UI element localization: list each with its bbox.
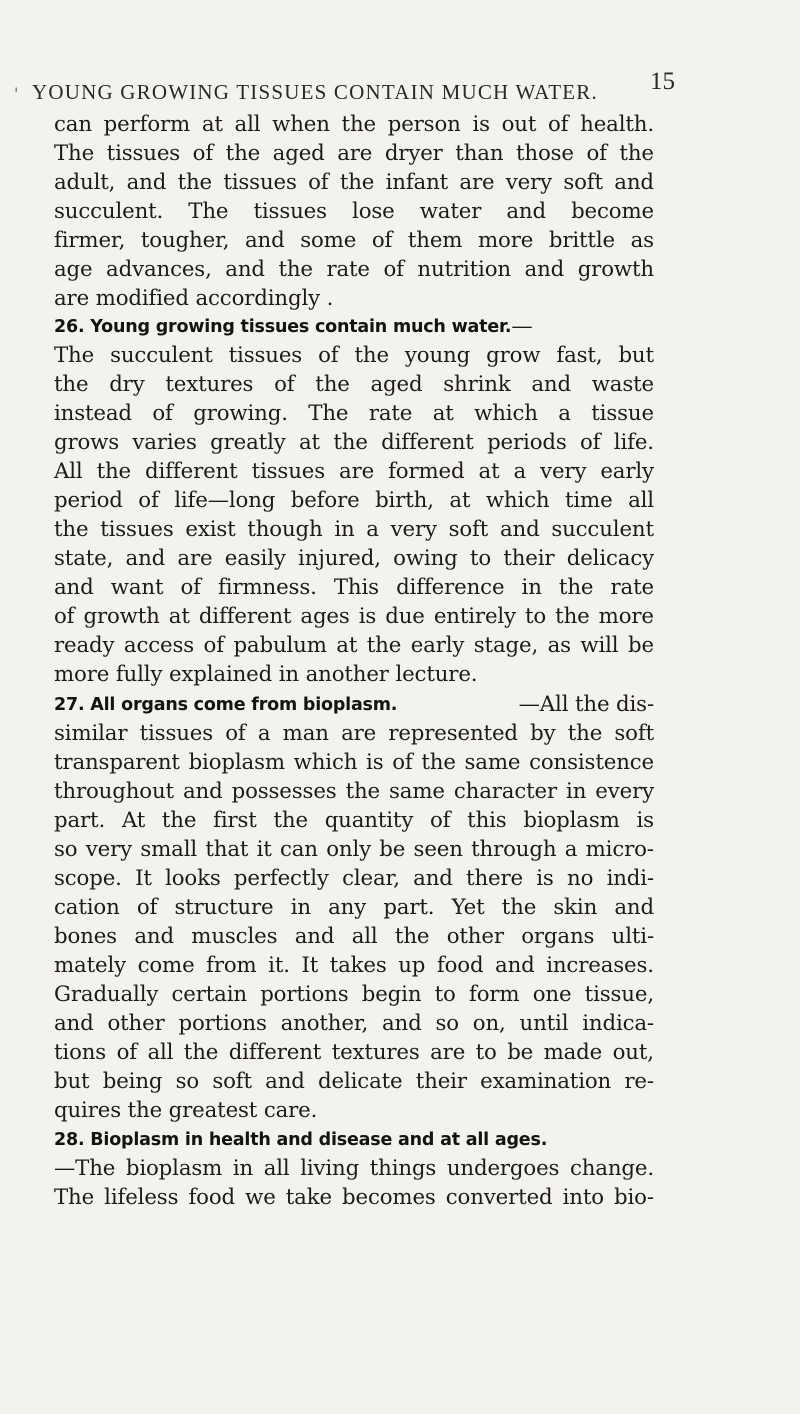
text-line: instead of growing. The rate at which a tissue [54,401,654,426]
running-head: YOUNG GROWING TISSUES CONTAIN MUCH WATER. [32,80,598,104]
text-line: so very small that it can only be seen through a micro- [54,837,654,862]
text-line: throughout and possesses the same character in every [54,779,654,804]
text-line: the dry textures of the aged shrink and waste [54,372,654,397]
margin-mark: ' [14,84,19,103]
text-line: and want of firmness. This difference in the rate [54,575,654,600]
section-lead-text: —All the dis- [518,692,654,717]
text-line: mately come from it. It takes up food and increases. [54,953,654,978]
page-header [14,68,675,110]
text-line: The succulent tissues of the young grow fast, but [54,343,654,368]
section-heading-27 [54,690,654,720]
text-line: the tissues exist though in a very soft and succulent [54,517,654,542]
text-line: can perform at all when the person is out of health. [54,112,654,137]
section-dash: — [511,314,533,339]
text-line: bones and muscles and all the other organs ulti- [54,924,654,949]
text-line: grows varies greatly at the different periods of life. [54,430,654,455]
text-line: period of life—long before birth, at which time all [54,488,654,513]
section-title: 27. All organs come from bioplasm. [54,695,398,715]
text-line: but being so soft and delicate their examination re- [54,1069,654,1094]
text-line: —The bioplasm in all living things undergoes change. [54,1156,654,1181]
text-line: of growth at different ages is due entirely to the more [54,604,654,629]
section-heading-28 [54,1125,654,1155]
text-line: cation of structure in any part. Yet the skin and [54,895,654,920]
text-line: similar tissues of a man are represented by the soft [54,721,654,746]
text-line: The lifeless food we take becomes converted into bio- [54,1185,654,1210]
text-line: Gradually certain portions begin to form one tissue, [54,982,654,1007]
text-line: state, and are easily injured, owing to their delicacy [54,546,654,571]
text-line: firmer, tougher, and some of them more brittle as [54,228,654,253]
text-line: ready access of pabulum at the early stage, as will be [54,633,654,658]
text-line: are modified accordingly . [54,286,334,311]
text-line: quires the greatest care. [54,1098,318,1123]
text-line: The tissues of the aged are dryer than those of the [54,141,654,166]
text-line: tions of all the different textures are to be made out, [54,1040,654,1065]
section-title: 26. Young growing tissues contain much water. [54,317,512,337]
text-line: and other portions another, and so on, until indica- [54,1011,654,1036]
text-line: part. At the first the quantity of this bioplasm is [54,808,654,833]
text-line: scope. It looks perfectly clear, and there is no indi- [54,866,654,891]
text-line: age advances, and the rate of nutrition and growth [54,257,654,282]
text-line: All the different tissues are formed at a very early [54,459,654,484]
page-number: 15 [650,68,675,95]
text-line: more fully explained in another lecture. [54,662,478,687]
section-title: 28. Bioplasm in health and disease and at all ages. [54,1130,548,1150]
text-line: adult, and the tissues of the infant are very soft and [54,170,654,195]
section-heading-26 [54,312,654,342]
text-line: succulent. The tissues lose water and become [54,199,654,224]
text-line: transparent bioplasm which is of the same consistence [54,750,654,775]
